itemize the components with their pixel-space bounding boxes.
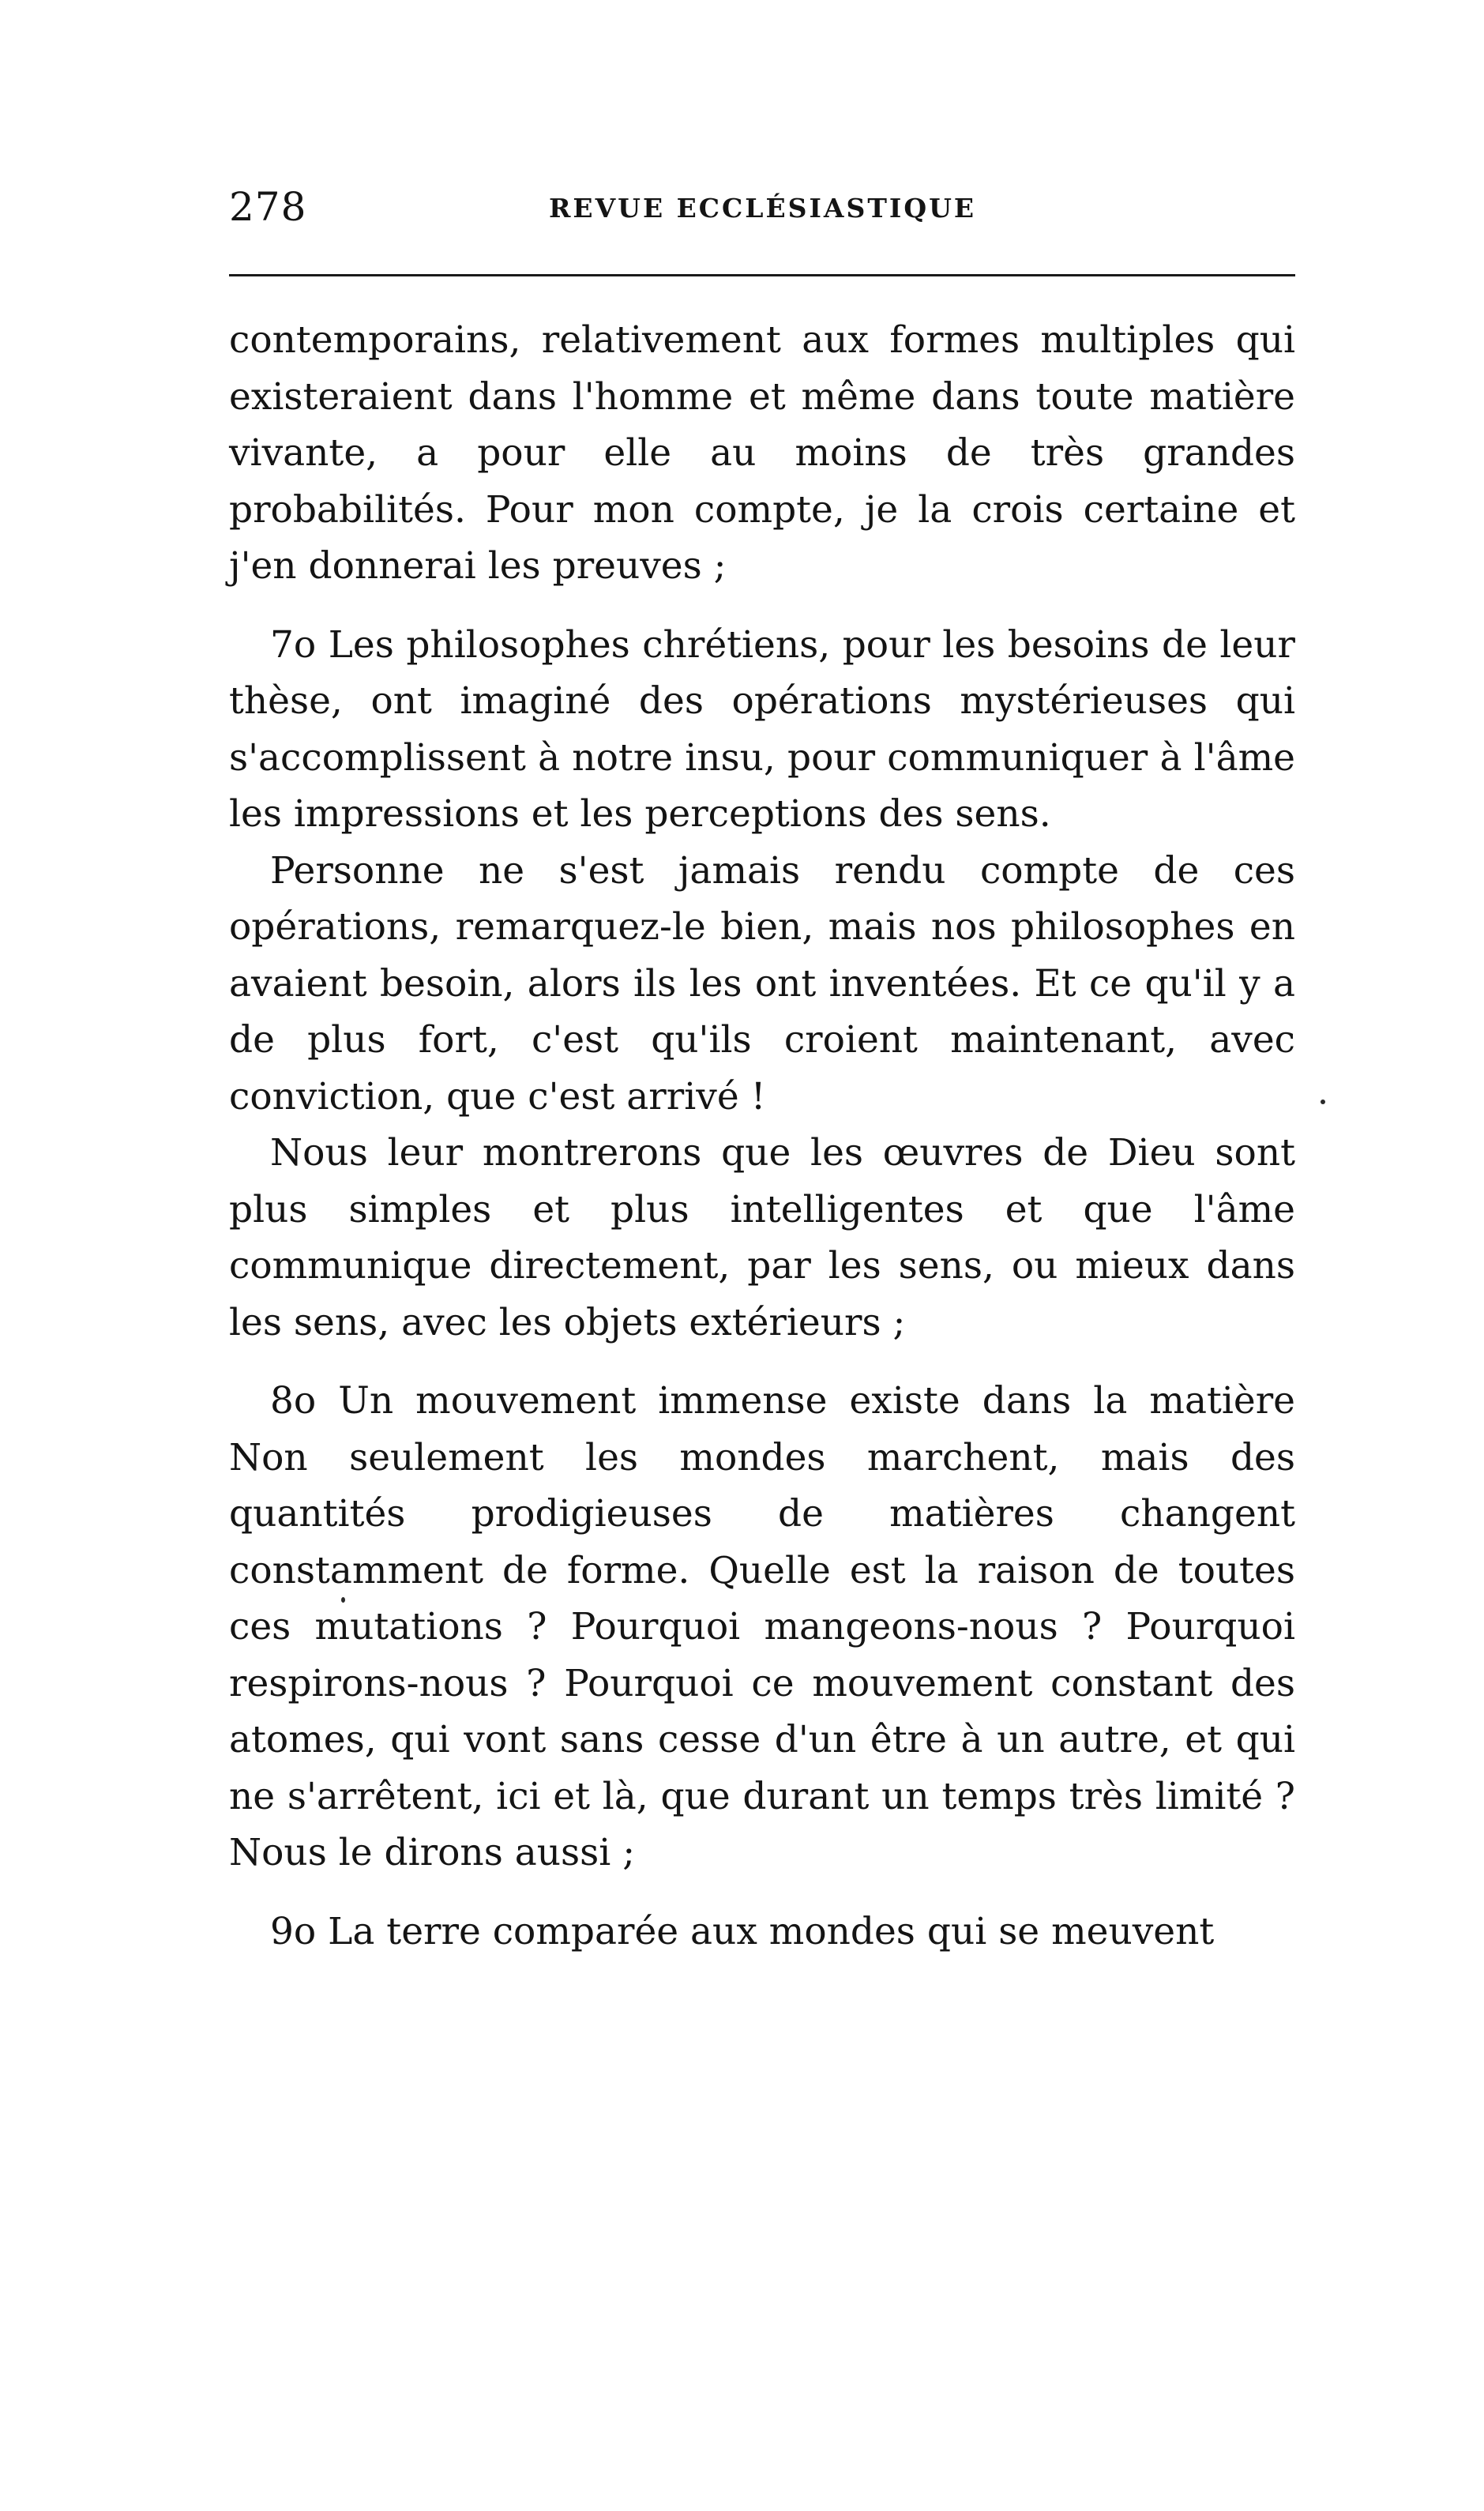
paragraph-gap — [229, 1881, 1295, 1904]
body-text — [229, 312, 1295, 1960]
scan-speck — [341, 1597, 345, 1603]
paragraph-item-9: 9o La terre comparée aux mondes qui se meuvent — [270, 1909, 1215, 1953]
paragraph-gap — [229, 1351, 1295, 1373]
paragraph-rebuttal: Nous leur montrerons que les œuvres de Dieu sont plus simples et plus intelligentes et que l'âme communique directement, par les sens, ou mieux dans les sens, avec les objets extérieurs ; — [229, 1131, 1295, 1344]
paragraph-continuation: contemporains, relativement aux formes multiples qui existeraient dans l'homme et même dans toute matière vivante, a pour elle au moins de très grandes probabilités. Pour mon compte, je la crois certaine et j'en donnerai les preuves ; — [229, 318, 1295, 588]
header-rule — [229, 274, 1295, 276]
scan-speck — [1321, 1100, 1325, 1104]
running-title: REVUE ECCLÉSIASTIQUE — [549, 193, 977, 224]
page-header — [229, 183, 1295, 231]
paragraph-commentary: Personne ne s'est jamais rendu compte de ces opérations, remarquez-le bien, mais nos philosophes en avaient besoin, alors ils les ont inventées. Et ce qu'il y a de plus fort, c'est qu'ils croient maintenant, avec conviction, que c'est arrivé ! — [229, 848, 1295, 1118]
paragraph-item-7: 7o Les philosophes chrétiens, pour les besoins de leur thèse, ont imaginé des opérations mystérieuses qui s'accomplissent à notre insu, pour communiquer à l'âme les impressions et les perceptions des sens. — [229, 622, 1295, 836]
paragraph-item-8: 8o Un mouvement immense existe dans la matière Non seulement les mondes marchent, mais des quantités prodigieuses de matières changent constamment de forme. Quelle est la raison de toutes ces mutations ? Pourquoi mangeons-nous ? Pourquoi respirons-nous ? Pourquoi ce mouvement constant des atomes, qui vont sans cesse d'un être à un autre, et qui ne s'arrêtent, ici et là, que durant un temps très limité ? Nous le dirons aussi ; — [229, 1379, 1295, 1874]
paragraph-gap — [229, 595, 1295, 617]
page-number: 278 — [229, 184, 307, 230]
